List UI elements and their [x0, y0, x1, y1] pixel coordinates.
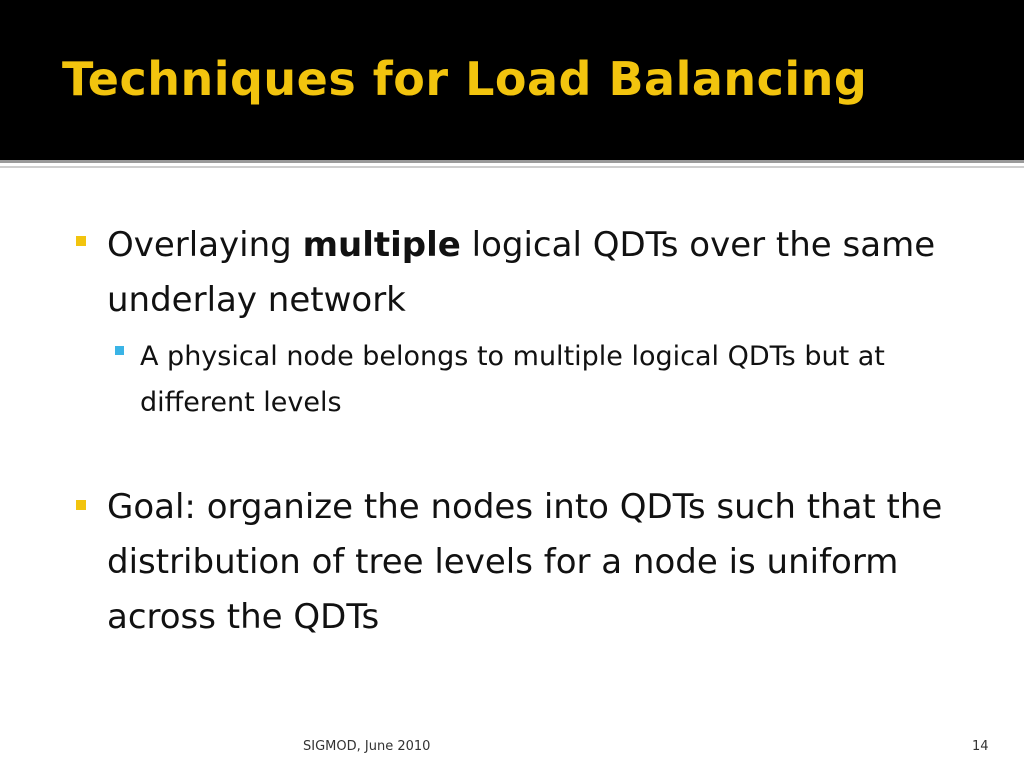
bullet-item-2: Goal: organize the nodes into QDTs such that the distribution of tree levels for a node is uniform across the QDTs [107, 487, 943, 637]
slide-title: Techniques for Load Balancing [62, 52, 868, 106]
page-number: 14 [972, 739, 989, 754]
bullet-1-emphasis: multiple [302, 225, 461, 265]
bullet-marker-icon [76, 500, 86, 510]
footer-text: SIGMOD, June 2010 [303, 739, 431, 754]
divider-line [0, 160, 1024, 163]
bullet-item-1 [107, 218, 967, 328]
title-bar [0, 0, 1024, 160]
bullet-1-text-start: Overlaying [107, 225, 303, 265]
sub-bullet-item-1: A physical node belongs to multiple logical QDTs but at different levels [140, 341, 885, 418]
bullet-1-text-end: logical QDTs over the same underlay network [107, 225, 936, 320]
bullet-marker-icon [76, 236, 86, 246]
sub-bullet-marker-icon [115, 346, 124, 355]
divider-line-secondary [0, 166, 1024, 168]
